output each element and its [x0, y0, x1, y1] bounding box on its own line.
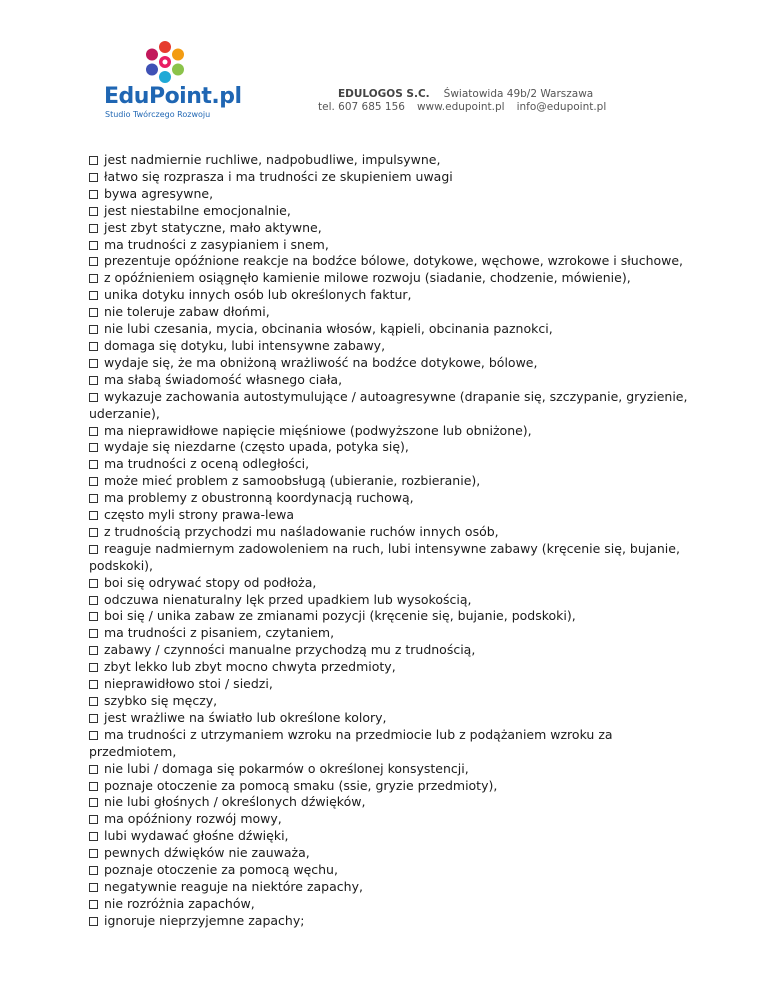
checkbox[interactable]: [89, 545, 98, 554]
checkbox[interactable]: [89, 579, 98, 588]
checkbox[interactable]: [89, 798, 98, 807]
checkbox[interactable]: [89, 731, 98, 740]
phone-number: tel. 607 685 156: [318, 101, 405, 113]
checklist-item: [89, 372, 689, 389]
checklist-item-text: ma nieprawidłowe napięcie mięśniowe (podwyższone lub obniżone),: [104, 422, 532, 438]
checkbox[interactable]: [89, 866, 98, 875]
checkbox[interactable]: [89, 900, 98, 909]
checklist-item: [89, 169, 689, 186]
checklist-item: [89, 676, 689, 693]
checkbox[interactable]: [89, 528, 98, 537]
brand-logo: [104, 38, 242, 128]
checklist-item-text: nie rozróżnia zapachów,: [104, 895, 255, 911]
brand-name: EduPoint.pl: [104, 84, 242, 109]
checklist-item: [89, 186, 689, 203]
checklist-item-text: z trudnością przychodzi mu naśladowanie ruchów innych osób,: [104, 523, 499, 539]
checklist-item-text: wykazuje zachowania autostymulujące / autoagresywne (drapanie się, szczypanie, gryzienie, uderzanie),: [89, 388, 688, 421]
checklist-item-text: jest wrażliwe na światło lub określone kolory,: [104, 709, 387, 725]
checklist-item-text: często myli strony prawa-lewa: [104, 507, 295, 523]
checkbox[interactable]: [89, 207, 98, 216]
checklist-item: [89, 203, 689, 220]
checkbox[interactable]: [89, 359, 98, 368]
checklist-item-text: prezentuje opóźnione reakcje na bodźce bólowe, dotykowe, węchowe, wzrokowe i słuchowe,: [104, 253, 684, 269]
checkbox[interactable]: [89, 325, 98, 334]
checklist-item: [89, 439, 689, 456]
checklist-item: [89, 625, 689, 642]
checklist-item: [89, 710, 689, 727]
checkbox[interactable]: [89, 274, 98, 283]
checkbox[interactable]: [89, 224, 98, 233]
checklist-item-text: odczuwa nienaturalny lęk przed upadkiem lub wysokością,: [104, 591, 472, 607]
checkbox[interactable]: [89, 460, 98, 469]
checkbox[interactable]: [89, 765, 98, 774]
checklist-item: [89, 253, 689, 270]
checkbox[interactable]: [89, 612, 98, 621]
checkbox[interactable]: [89, 646, 98, 655]
checklist-item: [89, 828, 689, 845]
checklist-item-text: ma problemy z obustronną koordynacją ruchową,: [104, 490, 414, 506]
checklist-item: [89, 845, 689, 862]
checklist-item-text: nie lubi / domaga się pokarmów o określonej konsystencji,: [104, 760, 469, 776]
checklist-item-text: jest nadmiernie ruchliwe, nadpobudliwe, impulsywne,: [104, 152, 441, 167]
checklist-item: [89, 220, 689, 237]
email-link[interactable]: info@edupoint.pl: [516, 101, 607, 113]
checkbox[interactable]: [89, 156, 98, 165]
checklist-item: [89, 270, 689, 287]
checklist-item: [89, 575, 689, 592]
checklist-item: [89, 659, 689, 676]
checklist-item: [89, 338, 689, 355]
checkbox[interactable]: [89, 342, 98, 351]
checkbox[interactable]: [89, 443, 98, 452]
checklist-item-text: ma trudności z utrzymaniem wzroku na przedmiocie lub z podążaniem wzroku za przedmiotem,: [89, 726, 613, 759]
checklist-item-text: łatwo się rozprasza i ma trudności ze skupieniem uwagi: [104, 168, 453, 184]
checklist-item: [89, 152, 689, 169]
checklist-item-text: jest niestabilne emocjonalnie,: [104, 202, 291, 218]
checklist-item-text: ignoruje nieprzyjemne zapachy;: [104, 912, 305, 928]
checklist-item-text: domaga się dotyku, lubi intensywne zabawy,: [104, 337, 386, 353]
checklist-item: [89, 811, 689, 828]
checklist-item: [89, 778, 689, 795]
checklist-item: [89, 456, 689, 473]
contact-row-company: [338, 88, 593, 100]
checklist-item: [89, 608, 689, 625]
checklist-item-text: zbyt lekko lub zbyt mocno chwyta przedmioty,: [104, 659, 396, 675]
checkbox[interactable]: [89, 883, 98, 892]
checklist-item: [89, 592, 689, 609]
checklist-item-text: nie lubi głośnych / określonych dźwięków,: [104, 794, 366, 810]
company-address: Światowida 49b/2 Warszawa: [443, 88, 594, 100]
checklist-item: [89, 727, 689, 761]
flower-logo-icon: [130, 38, 200, 86]
checklist-item-text: bywa agresywne,: [104, 185, 214, 201]
checklist-item: [89, 389, 689, 423]
checkbox[interactable]: [89, 241, 98, 250]
checklist-item-text: unika dotyku innych osób lub określonych faktur,: [104, 287, 412, 303]
checklist-item: [89, 693, 689, 710]
checklist-item: [89, 287, 689, 304]
checkbox[interactable]: [89, 173, 98, 182]
checkbox[interactable]: [89, 190, 98, 199]
checklist-item: [89, 304, 689, 321]
brand-tagline: Studio Twórczego Rozwoju: [105, 110, 211, 119]
checklist-item-text: nie lubi czesania, mycia, obcinania włosów, kąpieli, obcinania paznokci,: [104, 321, 553, 337]
checklist-item: [89, 642, 689, 659]
checklist-item: [89, 355, 689, 372]
checkbox[interactable]: [89, 832, 98, 841]
checkbox[interactable]: [89, 291, 98, 300]
checklist-item: [89, 321, 689, 338]
checklist-item-text: ma słabą świadomość własnego ciała,: [104, 371, 343, 387]
checkbox[interactable]: [89, 629, 98, 638]
checkbox[interactable]: [89, 697, 98, 706]
checklist-item: [89, 473, 689, 490]
checkbox[interactable]: [89, 596, 98, 605]
checklist-item-text: pewnych dźwięków nie zauważa,: [104, 845, 310, 861]
checklist-item-text: poznaje otoczenie za pomocą węchu,: [104, 862, 338, 878]
contact-row-links: [318, 101, 606, 113]
checklist-item-text: nie toleruje zabaw dłońmi,: [104, 304, 270, 320]
checklist-item-text: zabawy / czynności manualne przychodzą mu z trudnością,: [104, 642, 476, 658]
checkbox[interactable]: [89, 663, 98, 672]
checklist-item: [89, 524, 689, 541]
checkbox[interactable]: [89, 477, 98, 486]
checklist-item: [89, 794, 689, 811]
checklist-item: [89, 541, 689, 575]
checklist-item-text: negatywnie reaguje na niektóre zapachy,: [104, 878, 363, 894]
checklist-item-text: wydaje się niezdarne (często upada, potyka się),: [104, 439, 409, 455]
checklist-item: [89, 862, 689, 879]
website-link[interactable]: www.edupoint.pl: [416, 101, 505, 113]
checklist-item-text: reaguje nadmiernym zadowoleniem na ruch, lubi intensywne zabawy (kręcenie się, bujanie, podskoki),: [89, 540, 680, 573]
checklist-item: [89, 507, 689, 524]
checklist-item-text: ma trudności z oceną odległości,: [104, 456, 310, 472]
checklist-item-text: boi się odrywać stopy od podłoża,: [104, 574, 317, 590]
checkbox[interactable]: [89, 308, 98, 317]
checkbox[interactable]: [89, 393, 98, 402]
checklist-item-text: poznaje otoczenie za pomocą smaku (ssie, gryzie przedmioty),: [104, 777, 498, 793]
checkbox[interactable]: [89, 849, 98, 858]
checkbox[interactable]: [89, 511, 98, 520]
checklist-item: [89, 490, 689, 507]
checklist-item-text: z opóźnieniem osiągnęło kamienie milowe rozwoju (siadanie, chodzenie, mówienie),: [104, 270, 631, 286]
checklist-item-text: jest zbyt statyczne, mało aktywne,: [104, 219, 322, 235]
checkbox[interactable]: [89, 494, 98, 503]
checklist-item-text: nieprawidłowo stoi / siedzi,: [104, 676, 273, 692]
checkbox[interactable]: [89, 815, 98, 824]
checkbox[interactable]: [89, 782, 98, 791]
checklist-item: [89, 237, 689, 254]
checklist-item-text: boi się / unika zabaw ze zmianami pozycji (kręcenie się, bujanie, podskoki),: [104, 608, 576, 624]
checklist-item-text: ma opóźniony rozwój mowy,: [104, 811, 282, 827]
checkbox[interactable]: [89, 376, 98, 385]
checklist-item-text: wydaje się, że ma obniżoną wrażliwość na bodźce dotykowe, bólowe,: [104, 354, 538, 370]
checklist-item-text: ma trudności z pisaniem, czytaniem,: [104, 625, 335, 641]
checklist-item-text: ma trudności z zasypianiem i snem,: [104, 236, 329, 252]
company-name: EDULOGOS S.C.: [338, 88, 430, 100]
checklist-item: [89, 879, 689, 896]
checkbox[interactable]: [89, 257, 98, 266]
checkbox[interactable]: [89, 427, 98, 436]
checklist-item: [89, 423, 689, 440]
checkbox[interactable]: [89, 680, 98, 689]
checklist-item-text: szybko się męczy,: [104, 693, 218, 708]
checklist-item-text: lubi wydawać głośne dźwięki,: [104, 828, 289, 844]
symptom-checklist: [89, 152, 689, 930]
checklist-item-text: może mieć problem z samoobsługą (ubieranie, rozbieranie),: [104, 473, 481, 489]
checklist-item: [89, 761, 689, 778]
checkbox[interactable]: [89, 917, 98, 926]
checklist-item: [89, 896, 689, 913]
checklist-item: [89, 913, 689, 930]
checkbox[interactable]: [89, 714, 98, 723]
